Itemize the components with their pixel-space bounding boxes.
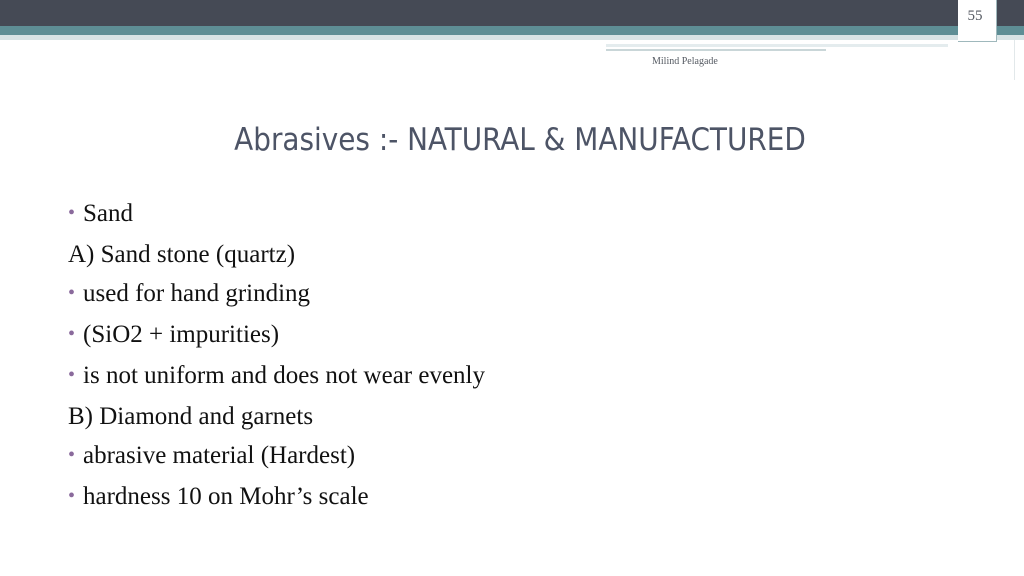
body-line: B) Diamond and garnets (68, 403, 314, 430)
right-edge-rule (1014, 40, 1015, 80)
body-line: A) Sand stone (quartz) (68, 241, 296, 268)
body-line: • is not uniform and does not wear evenly (68, 362, 486, 389)
header-accent-line (606, 44, 948, 47)
author-footer: Milind Pelagade (652, 56, 718, 67)
header-accent-line-short (606, 49, 826, 51)
bullet-icon: • (68, 444, 76, 466)
body-line: • used for hand grinding (68, 280, 311, 307)
slide-body (68, 194, 968, 518)
slide-number: 55 (967, 8, 983, 24)
body-line: • (SiO2 + impurities) (68, 321, 280, 348)
body-line: • abrasive material (Hardest) (68, 442, 356, 469)
slide-title: Abrasives :- NATURAL & MANUFACTURED (234, 122, 806, 158)
header-bar-dark (0, 0, 1024, 26)
bullet-icon: • (68, 282, 76, 304)
body-line: • Sand (68, 200, 134, 227)
header-bar-teal (0, 26, 1024, 35)
header-bar-light (0, 35, 1024, 40)
bullet-icon: • (68, 485, 76, 507)
bullet-icon: • (68, 364, 76, 386)
bullet-icon: • (68, 323, 76, 345)
body-line: • hardness 10 on Mohr’s scale (68, 483, 369, 510)
bullet-icon: • (68, 202, 76, 224)
